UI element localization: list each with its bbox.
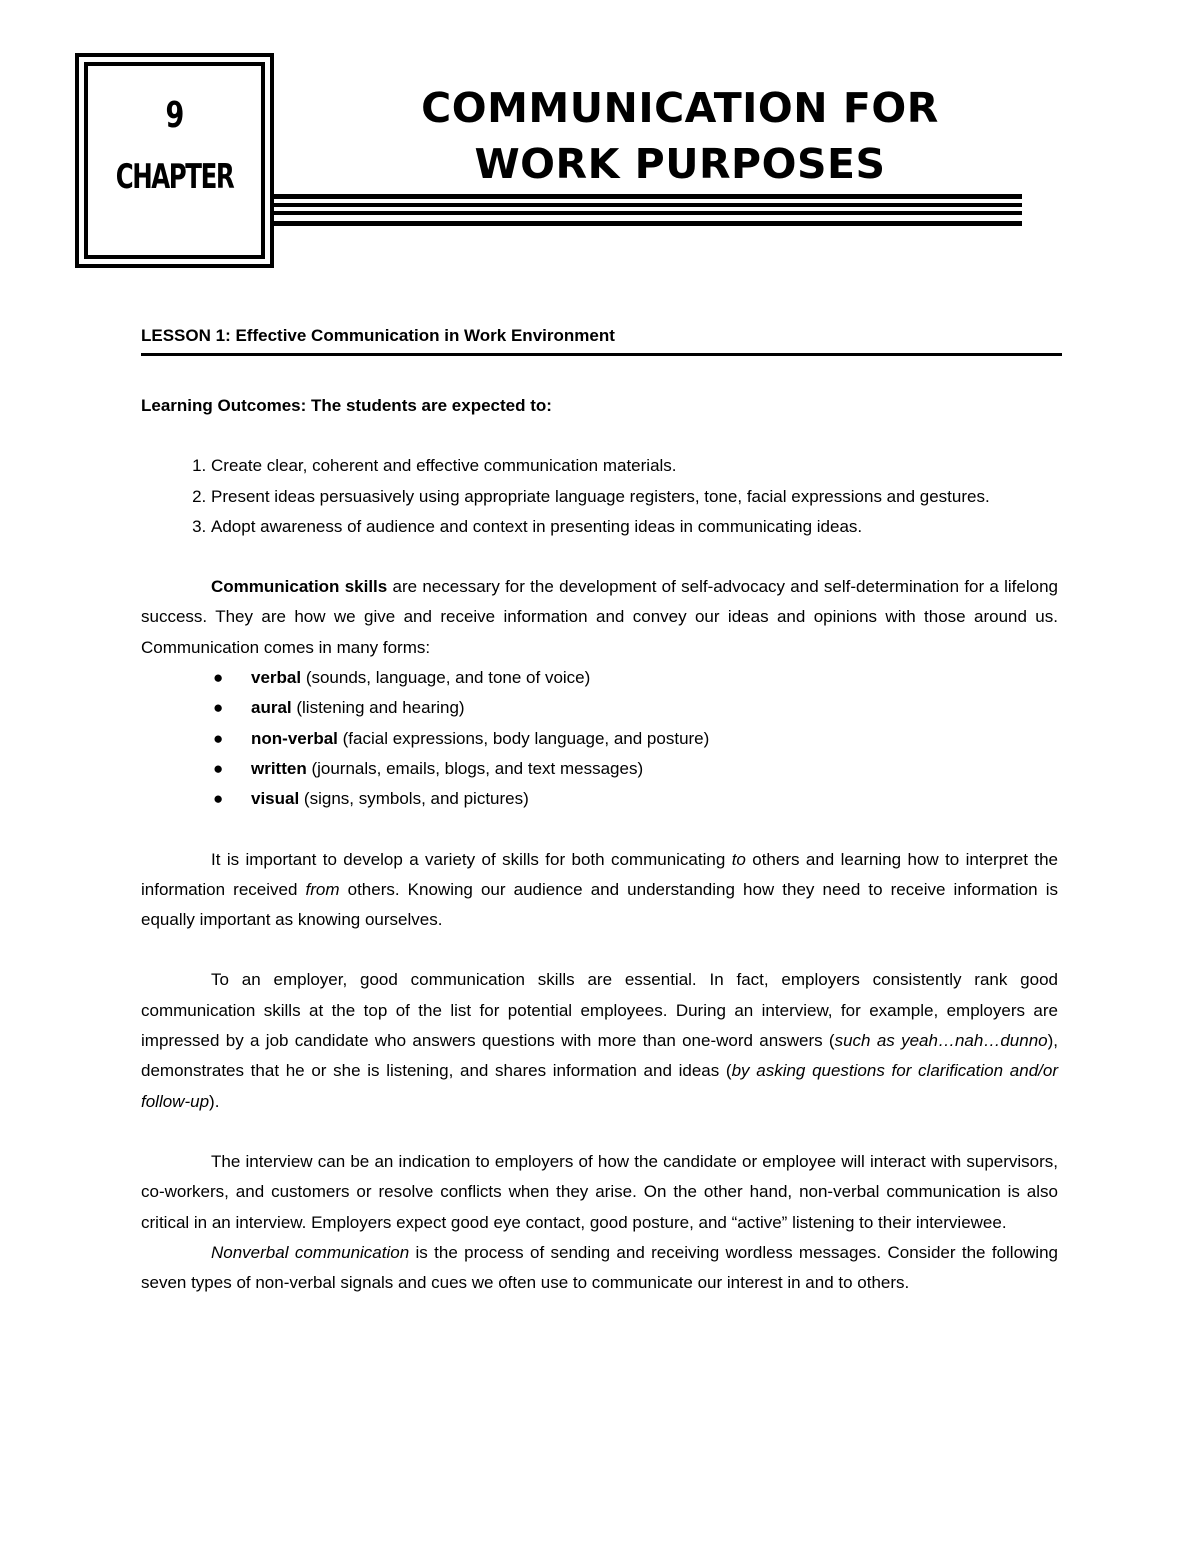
list-item	[141, 663, 1058, 693]
chapter-label: CHAPTER	[115, 157, 234, 197]
form-description: (listening and hearing)	[291, 698, 465, 718]
form-term: aural	[251, 698, 292, 718]
list-item: 2. Present ideas persuasively using appropriate language registers, tone, facial expressions and gestures.	[211, 482, 1058, 512]
learning-outcomes-heading: Learning Outcomes: The students are expected to:	[141, 396, 552, 415]
paragraph-text: are necessary for the development of self-advocacy and self-determination for a lifelong success. They are how we give and receive information and convey our ideas and opinions with those around us. Communication comes in many forms:	[141, 577, 1059, 657]
lesson-divider	[141, 353, 1062, 356]
paragraph-communication-skills	[141, 572, 1058, 663]
list-item: 3. Adopt awareness of audience and context in presenting ideas in communicating ideas.	[211, 512, 1058, 542]
list-item	[141, 784, 1058, 814]
list-item: 1. Create clear, coherent and effective communication materials.	[211, 451, 1058, 481]
bullet-icon: ●	[213, 698, 224, 718]
chapter-number: 9	[165, 95, 184, 136]
term-communication-skills: Communication skills	[211, 577, 388, 597]
emphasis-text: from	[305, 879, 340, 899]
paragraph-nonverbal	[141, 1238, 1058, 1299]
chapter-title	[310, 80, 1050, 192]
bullet-icon: ●	[213, 789, 224, 809]
paragraph-text: is the process of sending and receiving wordless messages. Consider the following seven types of non-verbal signals and cues we often use to communicate our interest in and to others.	[141, 1242, 1058, 1293]
term-nonverbal-communication: Nonverbal communication	[211, 1242, 410, 1262]
emphasis-text: to	[731, 849, 746, 869]
form-term: non-verbal	[251, 728, 338, 748]
list-item	[141, 693, 1058, 723]
list-item	[141, 724, 1058, 754]
title-rule-4	[274, 221, 1022, 226]
paragraph-text: It is important to develop a variety of skills for both communicating	[211, 849, 732, 869]
lesson-body	[141, 391, 1058, 1298]
lesson-title: LESSON 1: Effective Communication in Work Environment	[141, 326, 615, 345]
chapter-title-line-1: COMMUNICATION FOR	[421, 84, 939, 132]
chapter-badge	[75, 53, 274, 268]
bullet-icon: ●	[213, 668, 224, 688]
form-term: verbal	[251, 668, 302, 688]
paragraph-text: others and learning how to interpret the information received	[141, 849, 1059, 899]
paragraph-text: ), demonstrates that he or she is listening, and shares information and ideas (	[141, 1031, 1058, 1081]
paragraph-text: others. Knowing our audience and understanding how they need to receive information is equally important as knowing ourselves.	[141, 879, 1058, 930]
communication-forms-list	[141, 663, 1058, 814]
bullet-icon: ●	[213, 758, 224, 778]
learning-outcomes-list	[141, 451, 1058, 542]
paragraph-text: ).	[209, 1091, 220, 1111]
form-description: (signs, symbols, and pictures)	[299, 789, 529, 809]
paragraph-interview: The interview can be an indication to employers of how the candidate or employee will interact with supervisors, co-workers, and customers or resolve conflicts when they arise. On the other hand, non-verbal communication is also critical in an interview. Employers expect good eye contact, good posture, and “active” listening to their interviewee.	[141, 1151, 1058, 1232]
paragraph-employer	[141, 965, 1058, 1116]
emphasis-text: by asking questions for clarification and/or follow-up	[141, 1061, 1058, 1111]
form-description: (sounds, language, and tone of voice)	[301, 668, 591, 688]
title-rule-3	[274, 211, 1022, 215]
form-description: (journals, emails, blogs, and text messages)	[306, 758, 644, 778]
emphasis-text: such as yeah…nah…dunno	[834, 1031, 1048, 1051]
chapter-title-line-2: WORK PURPOSES	[474, 140, 886, 188]
bullet-icon: ●	[213, 728, 224, 748]
paragraph-text: To an employer, good communication skills are essential. In fact, employers consistently rank good communication skills at the top of the list for potential employees. During an interview, for example, employers are impressed by a job candidate who answers questions with more than one-word answers (	[141, 970, 1058, 1051]
list-item	[141, 754, 1058, 784]
form-term: visual	[251, 789, 300, 809]
paragraph-skills-variety	[141, 845, 1058, 936]
title-rule-2	[274, 203, 1022, 207]
form-description: (facial expressions, body language, and posture)	[337, 728, 710, 748]
title-rule-1	[274, 194, 1022, 199]
form-term: written	[251, 758, 307, 778]
